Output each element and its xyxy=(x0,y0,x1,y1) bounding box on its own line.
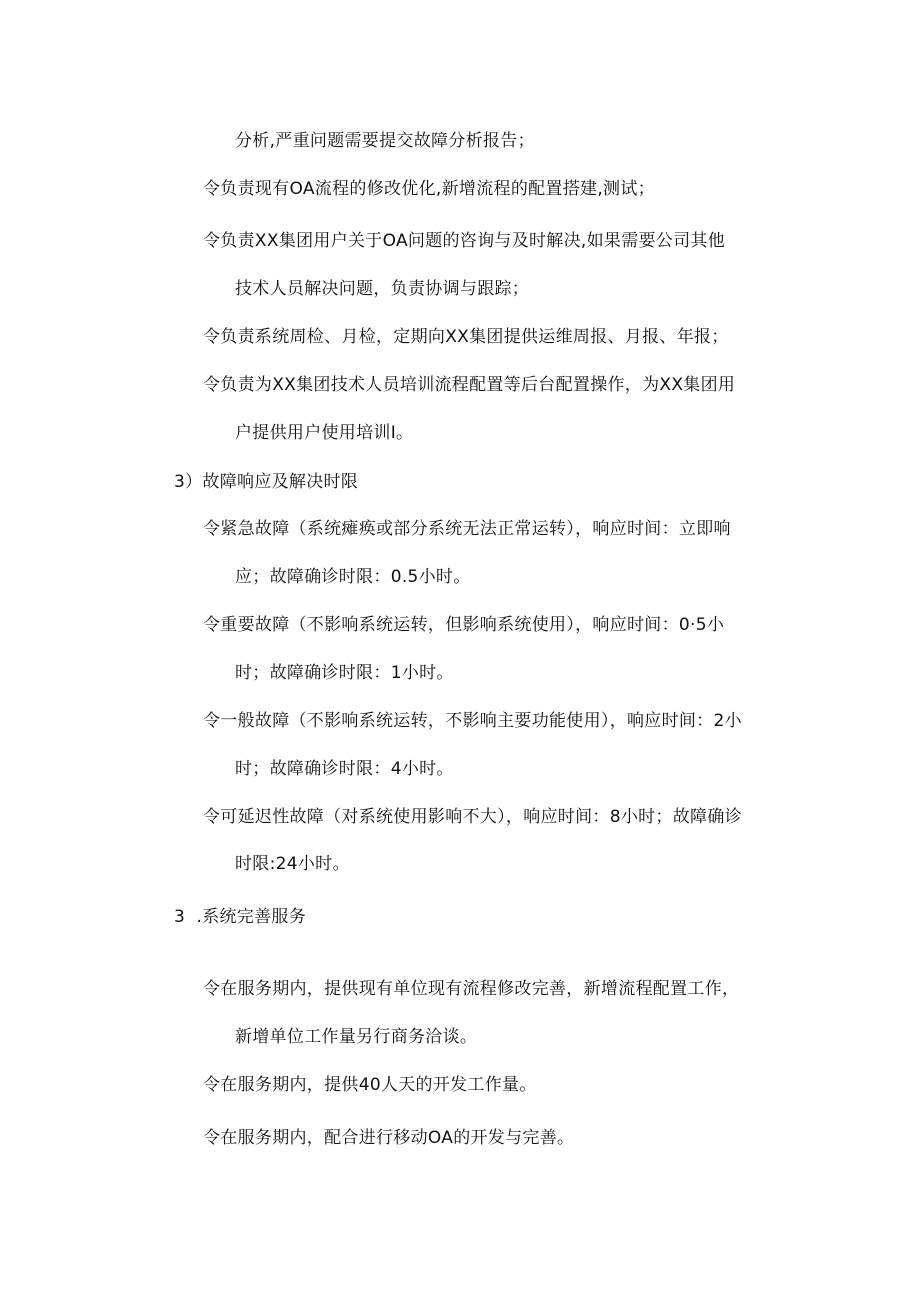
section-heading-fault-response: 3）故障响应及解决时限 xyxy=(174,472,359,492)
text-line-6: 令负责为XX集团技术人员培训流程配置等后台配置操作，为XX集团用 xyxy=(203,375,736,395)
text-line-3: 令负责XX集团用户关于OA问题的咨询与及时解决,如果需要公司其他 xyxy=(203,231,726,251)
text-line-5: 令负责系统周检、月检，定期向XX集团提供运维周报、月报、年报； xyxy=(203,327,729,347)
text-line-9: 令紧急故障（系统瘫痪或部分系统无法正常运转），响应时间：立即响 xyxy=(203,519,731,539)
text-line-21: 令在服务期内，配合进行移动OA的开发与完善。 xyxy=(203,1128,575,1148)
text-line-14: 时；故障确诊时限：4小时。 xyxy=(235,759,454,779)
text-line-11: 令重要故障（不影响系统运转，但影响系统使用），响应时间：0·5小 xyxy=(203,615,725,635)
text-line-1: 分析,严重问题需要提交故障分析报告； xyxy=(235,131,535,151)
text-line-18: 令在服务期内，提供现有单位现有流程修改完善，新增流程配置工作， xyxy=(203,979,740,999)
text-line-15: 令可延迟性故障（对系统使用影响不大），响应时间：8小时；故障确诊 xyxy=(203,807,742,827)
text-line-16: 时限:24小时。 xyxy=(235,854,350,874)
section-heading-system-improvement: 3 .系统完善服务 xyxy=(174,907,307,927)
text-line-20: 令在服务期内，提供40人天的开发工作量。 xyxy=(203,1075,537,1095)
text-line-12: 时；故障确诊时限：1小时。 xyxy=(235,663,454,683)
text-line-7: 户提供用户使用培训I。 xyxy=(235,423,414,443)
text-line-2: 令负责现有OA流程的修改优化,新增流程的配置搭建,测试； xyxy=(203,179,655,199)
text-line-10: 应；故障确诊时限：0.5小时。 xyxy=(235,567,471,587)
text-line-19: 新增单位工作量另行商务洽谈。 xyxy=(235,1027,478,1047)
text-line-13: 令一般故障（不影响系统运转，不影响主要功能使用），响应时间：2小 xyxy=(203,711,742,731)
text-line-4: 技术人员解决问题，负责协调与跟踪； xyxy=(235,279,530,299)
